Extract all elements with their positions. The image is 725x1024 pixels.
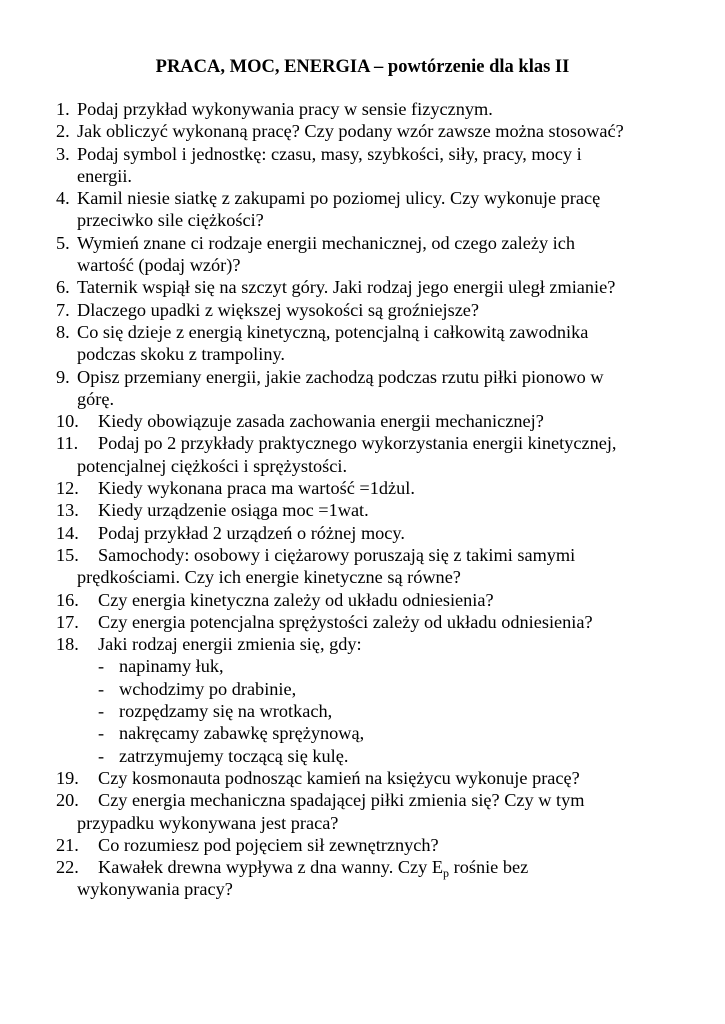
question-text <box>77 544 676 589</box>
question-text <box>77 187 676 232</box>
question-line: Kiedy wykonana praca ma wartość =1dżul. <box>98 478 415 499</box>
question-item <box>56 611 676 633</box>
dash-bullet: - <box>98 723 105 744</box>
question-line: Co się dzieje z energią kinetyczną, potencjalną i całkowitą zawodnika <box>77 321 589 342</box>
dash-bullet: - <box>98 701 105 722</box>
question-number: 13. <box>56 500 79 521</box>
question-line: Czy energia potencjalna sprężystości zależy od układu odniesienia? <box>98 611 593 632</box>
question-line: górę. <box>77 388 115 409</box>
question-line: Opisz przemiany energii, jakie zachodzą podczas rzutu piłki pionowo w <box>77 366 604 387</box>
question-line: Wymień znane ci rodzaje energii mechanicznej, od czego zależy ich <box>77 232 575 253</box>
question-item <box>56 834 676 856</box>
question-line: Podaj przykład wykonywania pracy w sensie fizycznym. <box>77 99 493 119</box>
question-line: Czy energia mechaniczna spadającej piłki zmienia się? Czy w tym <box>98 790 585 811</box>
question-item <box>56 522 676 544</box>
sub-list-text: rozpędzamy się na wrotkach, <box>119 701 333 722</box>
question-number: 18. <box>56 634 79 655</box>
question-item <box>56 589 676 611</box>
question-number: 20. <box>56 790 79 811</box>
question-text <box>77 143 676 188</box>
question-number: 3. <box>56 143 70 164</box>
question-number: 15. <box>56 544 79 565</box>
question-line: Co rozumiesz pod pojęciem sił zewnętrznych? <box>98 834 439 855</box>
question-line: Kamil niesie siatkę z zakupami po poziomej ulicy. Czy wykonuje pracę <box>77 188 601 209</box>
question-line: energii. <box>77 165 132 186</box>
question-text <box>77 366 676 411</box>
question-line: wykonywania pracy? <box>77 879 233 900</box>
sub-list-item <box>77 722 676 744</box>
sub-list <box>98 655 676 766</box>
question-item <box>56 544 676 589</box>
question-text <box>77 856 676 901</box>
question-item <box>56 633 676 767</box>
question-line: Jak obliczyć wykonaną pracę? Czy podany wzór zawsze można stosować? <box>77 121 624 142</box>
question-line: podczas skoku z trampoliny. <box>77 344 285 365</box>
question-item <box>56 232 676 277</box>
question-item <box>56 477 676 499</box>
question-text <box>77 98 676 120</box>
question-text <box>77 522 676 544</box>
question-line: Kiedy urządzenie osiąga moc =1wat. <box>98 500 369 521</box>
question-text <box>77 232 676 277</box>
dash-bullet: - <box>98 656 105 677</box>
question-text <box>77 834 676 856</box>
question-line: Samochody: osobowy i ciężarowy poruszają się z takimi samymi <box>98 544 576 565</box>
question-line: Podaj po 2 przykłady praktycznego wykorzystania energii kinetycznej, <box>98 433 617 454</box>
question-line: prędkościami. Czy ich energie kinetyczne są równe? <box>77 567 461 588</box>
question-list <box>56 98 676 901</box>
question-number: 14. <box>56 522 79 543</box>
question-text <box>77 321 676 366</box>
question-item <box>56 321 676 366</box>
question-text <box>77 633 676 767</box>
question-item <box>56 366 676 411</box>
question-line: Podaj symbol i jednostkę: czasu, masy, szybkości, siły, pracy, mocy i <box>77 143 582 164</box>
question-number: 4. <box>56 188 70 209</box>
dash-bullet: - <box>98 678 105 699</box>
question-text <box>77 410 676 432</box>
question-line: Kiedy obowiązuje zasada zachowania energii mechanicznej? <box>98 411 544 432</box>
subscript: p <box>443 866 450 881</box>
question-text <box>77 611 676 633</box>
sub-list-item <box>77 745 676 767</box>
question-line: Czy energia kinetyczna zależy od układu odniesienia? <box>98 589 494 610</box>
sub-list-text: nakręcamy zabawkę sprężynową, <box>119 723 365 744</box>
question-number: 2. <box>56 121 70 142</box>
question-number: 10. <box>56 411 79 432</box>
question-item <box>56 299 676 321</box>
question-text <box>77 767 676 789</box>
question-item <box>56 432 676 477</box>
question-number: 19. <box>56 767 79 788</box>
question-line <box>98 856 676 881</box>
question-number: 6. <box>56 277 70 298</box>
question-line-part: rośnie bez <box>449 857 529 878</box>
question-item <box>56 789 676 834</box>
question-number: 16. <box>56 589 79 610</box>
question-line: Dlaczego upadki z większej wysokości są groźniejsze? <box>77 299 480 320</box>
question-line: przypadku wykonywana jest praca? <box>77 812 339 833</box>
question-line: Jaki rodzaj energii zmienia się, gdy: <box>98 634 362 655</box>
question-number: 1. <box>56 99 70 119</box>
question-line: potencjalnej ciężkości i sprężystości. <box>77 455 348 476</box>
sub-list-item <box>77 655 676 677</box>
question-text <box>77 120 676 142</box>
question-line: Czy kosmonauta podnosząc kamień na księżycu wykonuje pracę? <box>98 767 580 788</box>
question-number: 17. <box>56 611 79 632</box>
question-text <box>77 432 676 477</box>
sub-list-text: wchodzimy po drabinie, <box>119 678 297 699</box>
question-text <box>77 499 676 521</box>
question-item <box>56 410 676 432</box>
question-item <box>56 98 676 120</box>
sub-list-text: zatrzymujemy toczącą się kulę. <box>119 745 349 766</box>
dash-bullet: - <box>98 745 105 766</box>
question-text <box>77 589 676 611</box>
question-number: 9. <box>56 366 70 387</box>
question-text <box>77 299 676 321</box>
question-text <box>77 789 676 834</box>
question-item <box>56 187 676 232</box>
sub-list-item <box>77 678 676 700</box>
question-line: wartość (podaj wzór)? <box>77 255 241 276</box>
question-line: przeciwko sile ciężkości? <box>77 210 264 231</box>
page-title: PRACA, MOC, ENERGIA – powtórzenie dla klas II <box>155 57 570 77</box>
question-line: Podaj przykład 2 urządzeń o różnej mocy. <box>98 522 405 543</box>
question-number: 21. <box>56 834 79 855</box>
question-item <box>56 856 676 901</box>
question-text <box>77 477 676 499</box>
sub-list-text: napinamy łuk, <box>119 656 224 677</box>
question-line: Taternik wspiął się na szczyt góry. Jaki rodzaj jego energii uległ zmianie? <box>77 277 616 298</box>
question-number: 22. <box>56 857 79 878</box>
question-number: 11. <box>56 433 79 454</box>
question-item <box>56 143 676 188</box>
question-item <box>56 767 676 789</box>
question-number: 12. <box>56 478 79 499</box>
question-number: 5. <box>56 232 70 253</box>
sub-list-item <box>77 700 676 722</box>
question-line-part: Kawałek drewna wypływa z dna wanny. Czy E <box>98 857 444 878</box>
question-item <box>56 120 676 142</box>
question-number: 8. <box>56 321 70 342</box>
question-item <box>56 499 676 521</box>
question-item <box>56 276 676 298</box>
question-text <box>77 276 676 298</box>
question-number: 7. <box>56 299 70 320</box>
